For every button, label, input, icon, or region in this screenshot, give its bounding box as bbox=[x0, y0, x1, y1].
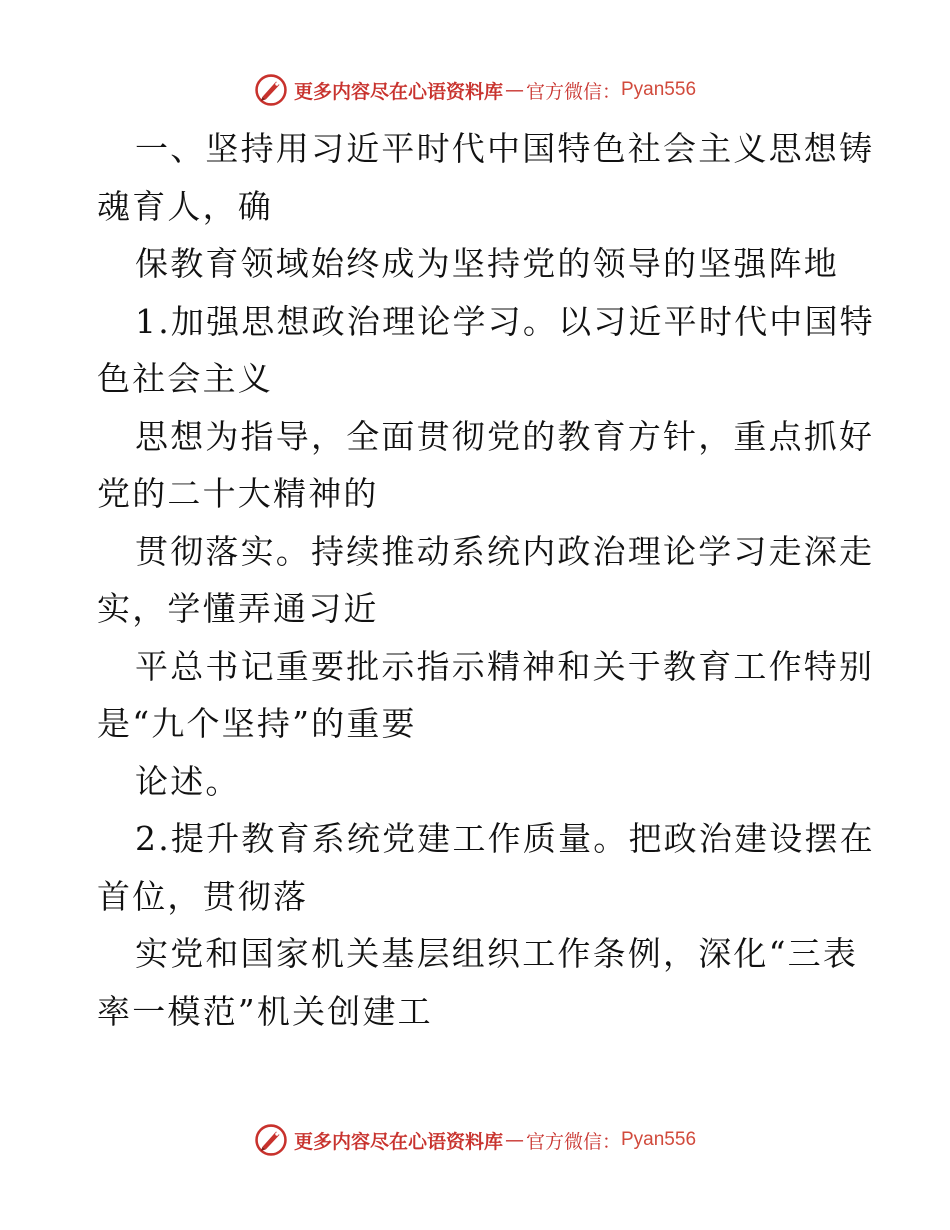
watermark-dash: — bbox=[504, 1129, 524, 1151]
text-line: 一、坚持用习近平时代中国特色社会主义思想铸 bbox=[135, 129, 875, 168]
watermark-wechat-label: 官方微信： bbox=[525, 1130, 621, 1153]
text-line: 贯彻落实。持续推动系统内政治理论学习走深走 bbox=[135, 531, 875, 571]
text-line: 率一模范”机关创建工 bbox=[97, 991, 433, 1031]
watermark-text bbox=[294, 77, 696, 104]
text-line: 1.加强思想政治理论学习。以习近平时代中国特 bbox=[135, 301, 875, 341]
text-line: 是“九个坚持”的重要 bbox=[97, 704, 417, 743]
text-line: 平总书记重要批示指示精神和关于教育工作特别 bbox=[135, 646, 875, 686]
text-line: 党的二十大精神的 bbox=[97, 474, 379, 513]
text-line: 实，学懂弄通习近 bbox=[97, 589, 379, 628]
text-line: 2.提升教育系统党建工作质量。把政治建设摆在 bbox=[135, 819, 875, 858]
watermark-site-name: 更多内容尽在心语资料库 bbox=[293, 1130, 503, 1153]
watermark-site-name: 更多内容尽在心语资料库 bbox=[293, 80, 503, 103]
text-line: 色社会主义 bbox=[97, 359, 273, 398]
text-line: 思想为指导，全面贯彻党的教育方针，重点抓好 bbox=[135, 416, 875, 456]
text-line: 论述。 bbox=[135, 761, 241, 801]
text-line: 保教育领域始终成为坚持党的领导的坚强阵地 bbox=[135, 244, 839, 283]
watermark-wechat-id: Pyan556 bbox=[621, 1129, 697, 1150]
document-body bbox=[97, 120, 875, 1040]
text-line: 首位，贯彻落 bbox=[97, 876, 309, 916]
text-line: 实党和国家机关基层组织工作条例，深化“三表 bbox=[135, 934, 859, 973]
pen-nib-logo-icon bbox=[254, 1123, 288, 1157]
pen-nib-logo-icon bbox=[254, 73, 288, 107]
header-watermark-banner bbox=[0, 70, 950, 110]
text-line: 魂育人，确 bbox=[97, 186, 273, 226]
watermark-wechat-label: 官方微信： bbox=[525, 80, 621, 103]
watermark-text bbox=[294, 1127, 696, 1154]
watermark-dash: — bbox=[504, 79, 524, 101]
footer-watermark-banner bbox=[0, 1120, 950, 1160]
watermark-wechat-id: Pyan556 bbox=[621, 79, 697, 100]
